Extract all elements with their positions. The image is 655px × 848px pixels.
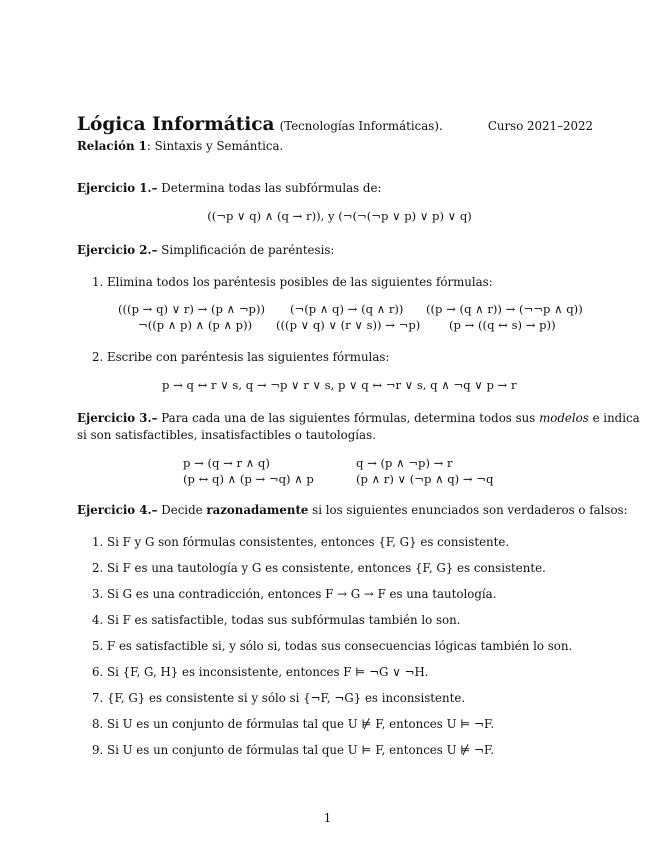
formula-2-6: (p → ((q ↔ s) → p))	[449, 318, 556, 332]
statement-item: 8. Si U es un conjunto de fórmulas tal que U ⊭ F, entonces U ⊨ ¬F.	[92, 717, 495, 731]
exercise-2-item-2: 2. Escribe con paréntesis las siguientes fórmulas:	[92, 350, 390, 364]
formula-2-2: (¬(p ∧ q) → (q ∧ r))	[290, 302, 404, 316]
exercise-3-text-1: Para cada una de las siguientes fórmulas, determina todos sus	[157, 411, 540, 425]
statement-item: 1. Si F y G son fórmulas consistentes, entonces {F, G} es consistente.	[92, 535, 510, 549]
exercise-3-emphasis: modelos	[539, 411, 589, 425]
relation-text: : Sintaxis y Semántica.	[146, 139, 284, 153]
statement-item: 2. Si F es una tautología y G es consistente, entonces {F, G} es consistente.	[92, 561, 546, 575]
relation-label: Relación 1	[77, 139, 147, 153]
exercise-4-heading	[77, 503, 628, 517]
exercise-2-heading	[77, 243, 334, 257]
exercise-3-text-3: si son satisfactibles, insatisfactibles o tautologías.	[77, 428, 376, 442]
exercise-4-bold: razonadamente	[206, 503, 309, 517]
formula-2-7: p → q ↔ r ∨ s, q → ¬p ∨ r ∨ s, p ∨ q ↔ ¬r ∨ s, q ∧ ¬q ∨ p → r	[162, 378, 517, 392]
statement-item: 7. {F, G} es consistente si y sólo si {¬F, ¬G} es inconsistente.	[92, 691, 466, 705]
document-title: Lógica Informática	[77, 114, 275, 135]
exercise-2-item-1: 1. Elimina todos los paréntesis posibles de las siguientes fórmulas:	[92, 275, 493, 289]
formula-2-1: (((p → q) ∨ r) → (p ∧ ¬p))	[118, 302, 266, 316]
exercise-1-text: Determina todas las subfórmulas de:	[157, 181, 382, 195]
exercise-4-text-2: si los siguientes enunciados son verdaderos o falsos:	[308, 503, 628, 517]
formula-3-4: (p ∧ r) ∨ (¬p ∧ q) → ¬q	[356, 472, 494, 486]
document-subtitle: (Tecnologías Informáticas).	[279, 119, 443, 133]
course-label: Curso 2021–2022	[487, 119, 593, 133]
exercise-4-text-1: Decide	[157, 503, 207, 517]
exercise-1-heading	[77, 181, 381, 195]
exercise-3-heading	[77, 411, 640, 425]
exercise-2-text: Simplificación de paréntesis:	[157, 243, 335, 257]
formula-3-1: p → (q → r ∧ q)	[183, 456, 270, 470]
exercise-3-text-2: e indica	[588, 411, 640, 425]
page-number: 1	[323, 811, 332, 825]
exercise-2-label: Ejercicio 2.–	[77, 243, 158, 257]
statement-item: 5. F es satisfactible si, y sólo si, todas sus consecuencias lógicas también lo son.	[92, 639, 573, 653]
exercise-4-label: Ejercicio 4.–	[77, 503, 158, 517]
statement-item: 3. Si G es una contradicción, entonces F → G → F es una tautología.	[92, 587, 497, 601]
exercise-1-label: Ejercicio 1.–	[77, 181, 158, 195]
relation-line	[77, 139, 283, 153]
formula-2-3: ((p → (q ∧ r)) → (¬¬p ∧ q))	[426, 302, 583, 316]
header-line	[77, 114, 443, 135]
exercise-1-formula: ((¬p ∨ q) ∧ (q → r)), y (¬(¬(¬p ∨ p) ∨ p) ∨ q)	[207, 209, 472, 223]
statement-item: 4. Si F es satisfactible, todas sus subfórmulas también lo son.	[92, 613, 461, 627]
statement-item: 9. Si U es un conjunto de fórmulas tal que U ⊨ F, entonces U ⊭ ¬F.	[92, 743, 495, 757]
formula-2-4: ¬((p ∧ p) ∧ (p ∧ p))	[138, 318, 253, 332]
exercise-3-label: Ejercicio 3.–	[77, 411, 158, 425]
statement-item: 6. Si {F, G, H} es inconsistente, entonces F ⊨ ¬G ∨ ¬H.	[92, 665, 429, 679]
formula-3-2: q → (p ∧ ¬p) → r	[356, 456, 453, 470]
formula-2-5: (((p ∨ q) ∨ (r ∨ s)) → ¬p)	[276, 318, 421, 332]
formula-3-3: (p ↔ q) ∧ (p → ¬q) ∧ p	[183, 472, 314, 486]
